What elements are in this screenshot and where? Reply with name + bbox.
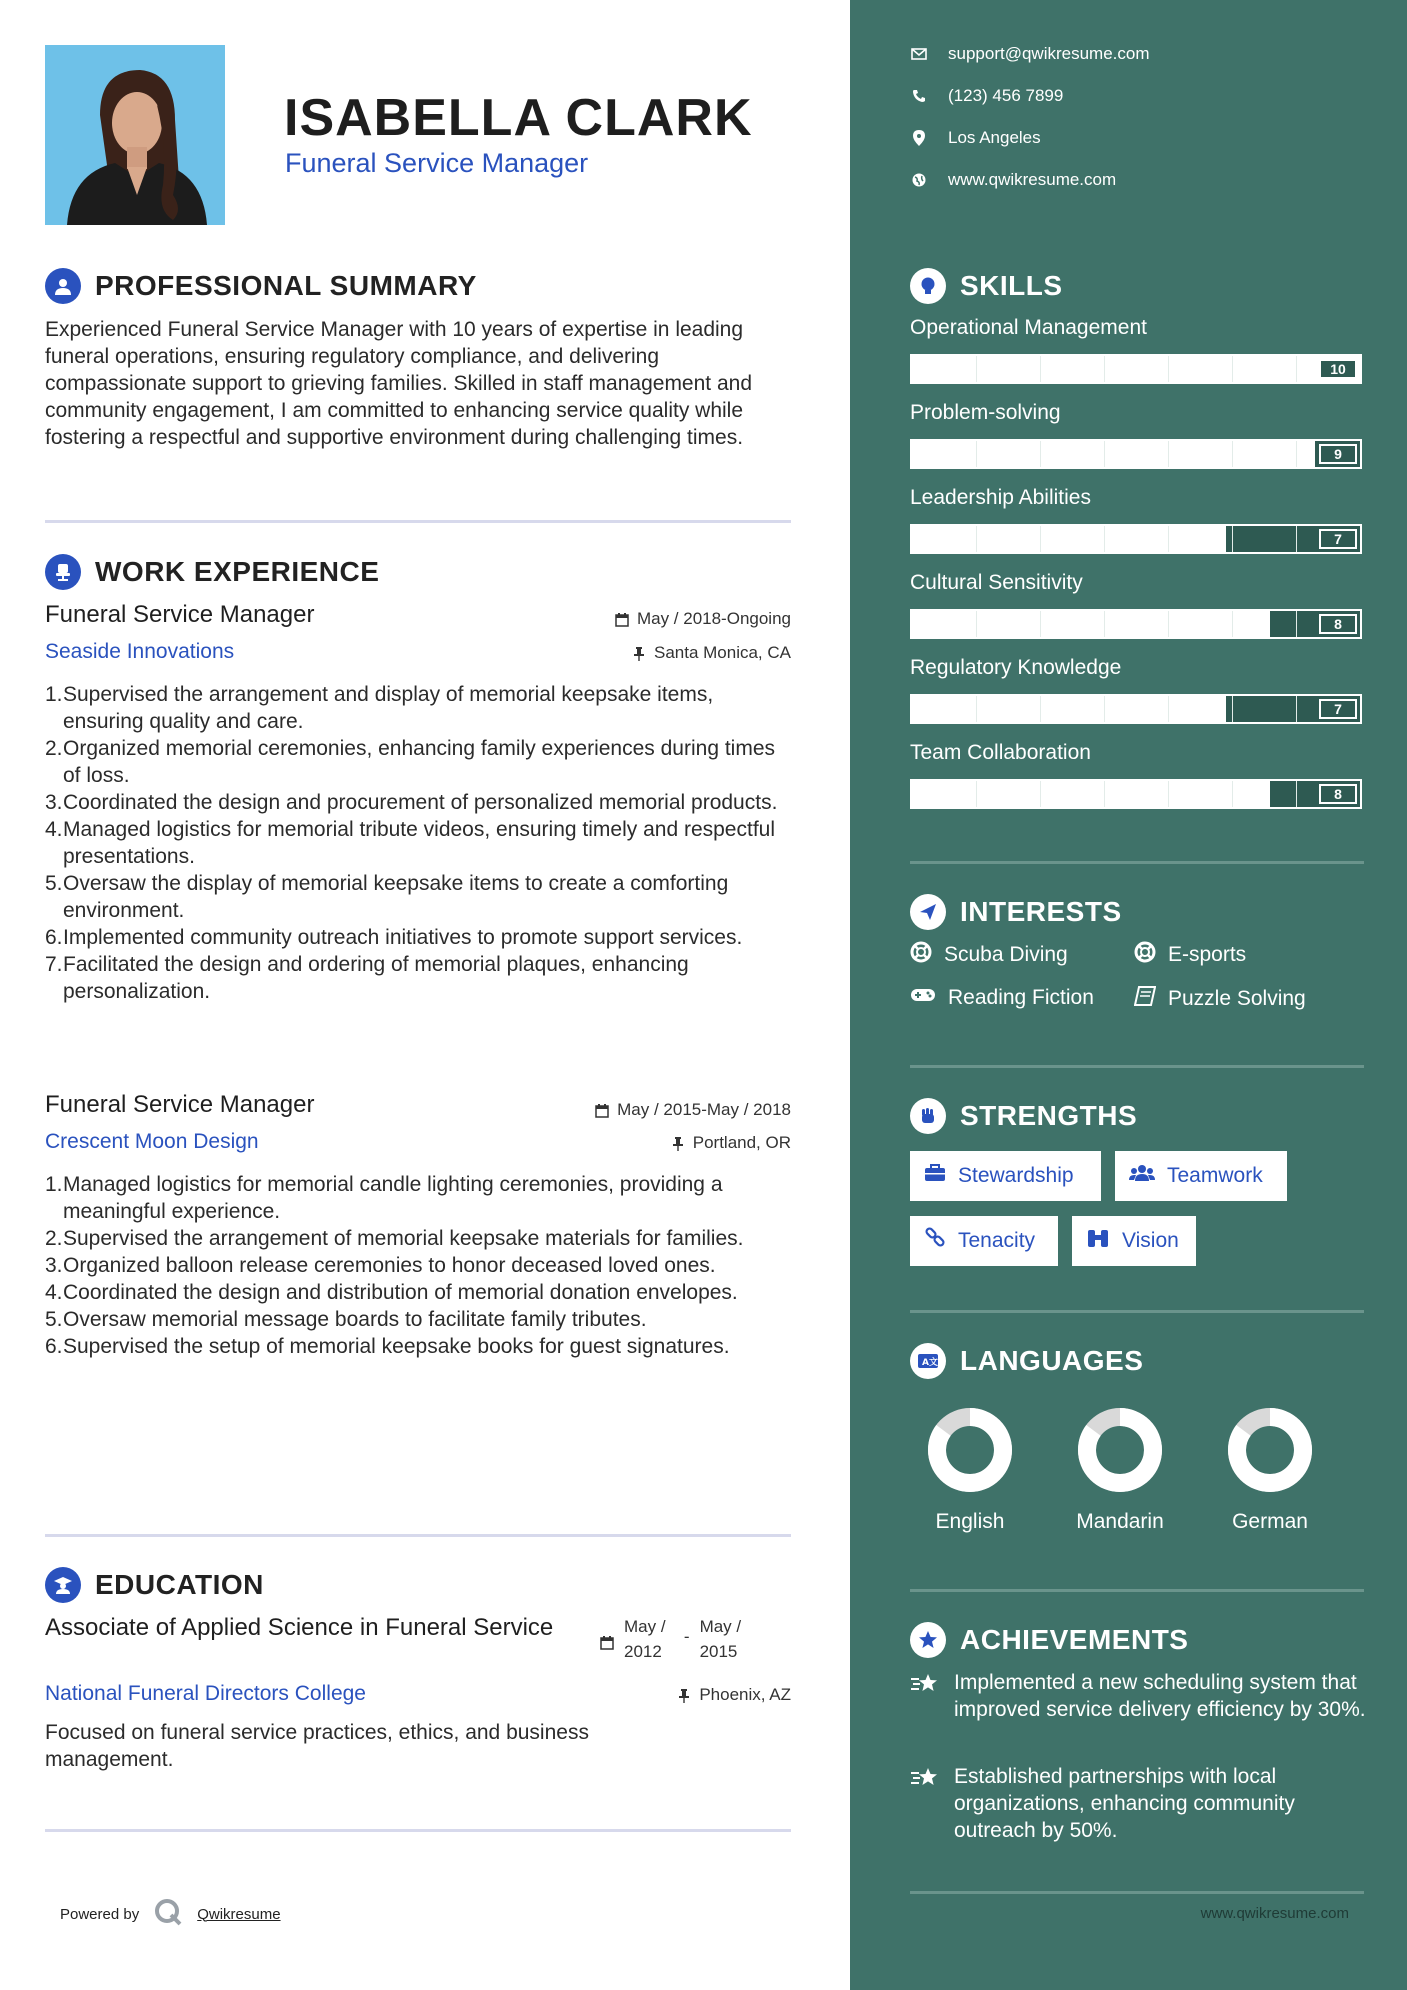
skill-bar-segment xyxy=(1040,611,1041,637)
education-description: Focused on funeral service practices, ethics, and business management. xyxy=(45,1721,589,1771)
list-item: 7. Facilitated the design and ordering of memorial plaques, enhancing personalization. xyxy=(45,953,689,1003)
job-location xyxy=(632,643,791,663)
interest-item: Scuba Diving xyxy=(910,941,1068,969)
work-header xyxy=(45,554,379,590)
contact-email[interactable] xyxy=(910,44,1150,64)
language-level-ring xyxy=(1225,1405,1315,1495)
globe-icon xyxy=(910,171,928,189)
map-marker-icon xyxy=(910,129,928,147)
skill-level-badge: 10 xyxy=(1319,359,1357,379)
skill-level-badge: 8 xyxy=(1319,614,1357,634)
book-icon xyxy=(1134,986,1156,1012)
skill-bar-segment xyxy=(1168,696,1169,722)
job-location-text: Portland, OR xyxy=(692,1133,791,1152)
skill-bar xyxy=(910,439,1362,469)
languages-header xyxy=(910,1343,1143,1379)
profile-photo xyxy=(45,45,225,225)
gamepad-icon xyxy=(910,986,936,1010)
contact-website[interactable] xyxy=(910,170,1116,190)
skill-bar-segment xyxy=(1040,526,1041,552)
skill-bar-segment xyxy=(1232,441,1233,467)
skill-level-badge: 7 xyxy=(1319,529,1357,549)
fist-icon xyxy=(910,1098,946,1134)
skill-label: Problem-solving xyxy=(910,401,1061,424)
list-item: 2. Supervised the arrangement of memorial keepsake materials for families. xyxy=(45,1227,744,1250)
section-divider xyxy=(45,1534,791,1537)
language-label: Mandarin xyxy=(1076,1510,1164,1533)
list-item: 1. Managed logistics for memorial candle lighting ceremonies, providing a meaningful experience. xyxy=(45,1173,723,1223)
pin-icon xyxy=(671,1136,685,1150)
user-icon xyxy=(45,268,81,304)
translate-icon xyxy=(910,1343,946,1379)
summary-header xyxy=(45,268,477,304)
language-item xyxy=(1045,1405,1195,1534)
footer-powered xyxy=(60,1897,281,1931)
education-dates xyxy=(600,1614,741,1664)
achievement-item: Implemented a new scheduling system that improved service delivery efficiency by 30%. xyxy=(910,1669,1370,1723)
star-burst-icon xyxy=(910,1763,940,1844)
skill-bar-segment xyxy=(1104,356,1105,382)
strengths-header xyxy=(910,1098,1137,1134)
skill-bar-segment xyxy=(1104,611,1105,637)
interests-header xyxy=(910,894,1122,930)
pin-icon xyxy=(632,646,646,660)
skill-bar-segment xyxy=(1296,526,1297,552)
skill-bar-fill xyxy=(912,696,1226,722)
star-burst-icon xyxy=(910,1669,940,1723)
calendar-icon xyxy=(595,1103,609,1117)
education-header xyxy=(45,1567,264,1603)
achievements-title: ACHIEVEMENTS xyxy=(960,1624,1189,1655)
section-divider xyxy=(910,1589,1364,1592)
lifebuoy-icon xyxy=(910,941,932,969)
list-item: 5. Oversaw the display of memorial keepsake items to create a comforting environment. xyxy=(45,872,729,922)
skill-bar-segment xyxy=(976,781,977,807)
strength-chip: Tenacity xyxy=(910,1216,1058,1266)
skill-bar-segment xyxy=(1232,526,1233,552)
language-label: English xyxy=(935,1510,1005,1533)
list-item: 2. Organized memorial ceremonies, enhancing family experiences during times of loss. xyxy=(45,737,776,787)
skill-bar-segment xyxy=(1232,781,1233,807)
users-icon xyxy=(1129,1164,1155,1188)
skill-bar xyxy=(910,524,1362,554)
education-location xyxy=(677,1685,791,1705)
candidate-role: Funeral Service Manager xyxy=(285,148,589,178)
skill-bar-segment xyxy=(1232,356,1233,382)
contact-location xyxy=(910,128,1041,148)
skill-bar-segment xyxy=(1296,696,1297,722)
svg-text:文: 文 xyxy=(929,1358,939,1368)
skill-bar xyxy=(910,779,1362,809)
qwikresume-logo-icon xyxy=(153,1897,183,1931)
list-item: 6. Supervised the setup of memorial keepsake books for guest signatures. xyxy=(45,1335,730,1358)
skill-bar-segment xyxy=(1040,781,1041,807)
job-bullets xyxy=(45,681,785,1005)
skill-bar-segment xyxy=(1296,611,1297,637)
skill-bar-fill xyxy=(912,441,1315,467)
skill-bar xyxy=(910,354,1362,384)
education-end: May / 2015 xyxy=(699,1617,742,1661)
footer-website[interactable]: www.qwikresume.com xyxy=(1200,1905,1349,1922)
school-name: National Funeral Directors College xyxy=(45,1682,366,1705)
skill-bar-segment xyxy=(1104,781,1105,807)
language-item xyxy=(1195,1405,1345,1534)
list-item: 5. Oversaw memorial message boards to facilitate family tributes. xyxy=(45,1308,647,1331)
skill-bar-segment xyxy=(976,441,977,467)
candidate-name: ISABELLA CLARK xyxy=(284,89,753,147)
job-company: Crescent Moon Design xyxy=(45,1130,259,1153)
education-date-separator: - xyxy=(683,1627,690,1646)
job-location-text: Santa Monica, CA xyxy=(653,643,791,662)
qwikresume-link[interactable]: Qwikresume xyxy=(197,1905,281,1923)
envelope-icon xyxy=(910,45,928,63)
skill-bar-segment xyxy=(1296,441,1297,467)
skill-bar-fill xyxy=(912,611,1270,637)
skill-bar-segment xyxy=(976,356,977,382)
education-title: EDUCATION xyxy=(95,1569,264,1600)
skill-level-badge: 9 xyxy=(1319,444,1357,464)
job-dates xyxy=(595,1100,791,1120)
contact-website-text: www.qwikresume.com xyxy=(948,170,1117,189)
job-location xyxy=(671,1133,791,1153)
svg-text:A: A xyxy=(922,1358,929,1368)
strength-chip: Stewardship xyxy=(910,1151,1101,1201)
skill-bar-segment xyxy=(1040,356,1041,382)
languages-title: LANGUAGES xyxy=(960,1345,1144,1376)
education-start: May / 2012 xyxy=(624,1617,666,1661)
skill-bar-segment xyxy=(1168,356,1169,382)
job-company: Seaside Innovations xyxy=(45,640,235,663)
skill-label: Regulatory Knowledge xyxy=(910,656,1122,679)
skill-bar-segment xyxy=(976,696,977,722)
skill-bar-segment xyxy=(1232,696,1233,722)
skill-bar-segment xyxy=(1104,441,1105,467)
skill-label: Team Collaboration xyxy=(910,741,1091,764)
skill-bar-segment xyxy=(1296,356,1297,382)
job-dates xyxy=(615,609,791,629)
work-title: WORK EXPERIENCE xyxy=(95,556,380,587)
job-dates-text: May / 2018-Ongoing xyxy=(636,609,791,628)
section-divider xyxy=(910,1310,1364,1313)
skill-bar-segment xyxy=(1040,441,1041,467)
award-icon xyxy=(910,1622,946,1658)
contact-phone[interactable] xyxy=(910,86,1063,106)
skills-title: SKILLS xyxy=(960,270,1063,301)
skill-bar xyxy=(910,609,1362,639)
skill-bar-segment xyxy=(1296,781,1297,807)
skill-label: Leadership Abilities xyxy=(910,486,1091,509)
calendar-icon xyxy=(600,1632,614,1646)
job-bullets xyxy=(45,1171,785,1360)
skill-bar-segment xyxy=(1104,526,1105,552)
pin-icon xyxy=(677,1688,691,1702)
summary-title: PROFESSIONAL SUMMARY xyxy=(95,270,477,301)
section-divider xyxy=(910,1065,1364,1068)
job-title: Funeral Service Manager xyxy=(45,1091,315,1118)
interests-title: INTERESTS xyxy=(960,896,1122,927)
list-item: 4. Managed logistics for memorial tribute videos, ensuring timely and respectful presentations. xyxy=(45,818,776,868)
skill-bar-segment xyxy=(1232,611,1233,637)
language-item xyxy=(895,1405,1045,1534)
language-level-ring xyxy=(1075,1405,1165,1495)
skill-bar-segment xyxy=(976,611,977,637)
skill-bar-segment xyxy=(1104,696,1105,722)
contact-location-text: Los Angeles xyxy=(948,128,1041,147)
section-divider xyxy=(45,520,791,523)
lightbulb-icon xyxy=(910,268,946,304)
section-divider xyxy=(910,861,1364,864)
sidebar xyxy=(850,0,1407,1990)
job-title: Funeral Service Manager xyxy=(45,601,315,628)
list-item: 3. Coordinated the design and procurement of personalized memorial products. xyxy=(45,791,778,814)
list-item: 1. Supervised the arrangement and display of memorial keepsake items, ensuring quality and care. xyxy=(45,683,714,733)
interest-item: Reading Fiction xyxy=(910,986,1094,1010)
skill-bar xyxy=(910,694,1362,724)
list-item: 6. Implemented community outreach initiatives to promote support services. xyxy=(45,926,743,949)
achievement-item: Established partnerships with local organizations, enhancing community outreach by 50%. xyxy=(910,1763,1370,1844)
skill-bar-segment xyxy=(1168,781,1169,807)
skill-bar-segment xyxy=(1040,696,1041,722)
skills-header xyxy=(910,268,1063,304)
skill-bar-fill xyxy=(912,781,1270,807)
section-divider xyxy=(910,1891,1364,1894)
binoculars-icon xyxy=(1086,1228,1110,1254)
section-divider xyxy=(45,1829,791,1832)
strength-chip: Vision xyxy=(1072,1216,1196,1266)
briefcase-icon xyxy=(924,1164,946,1188)
graduate-icon xyxy=(45,1567,81,1603)
skill-label: Operational Management xyxy=(910,316,1147,339)
powered-by-label: Powered by xyxy=(60,1905,140,1923)
skill-bar-segment xyxy=(1168,611,1169,637)
link-icon xyxy=(924,1227,946,1255)
summary-text: Experienced Funeral Service Manager with 10 years of expertise in leading funeral operations, ensuring regulatory compliance, and delivering compassionate support to grieving families. Skilled in staff management and community engagement, I am committed to enhancing service quality while fostering a respectful and supportive environment during challenging times. xyxy=(45,318,752,449)
contact-phone-text: (123) 456 7899 xyxy=(948,86,1064,105)
office-chair-icon xyxy=(45,554,81,590)
interest-item: E-sports xyxy=(1134,941,1246,969)
strengths-title: STRENGTHS xyxy=(960,1100,1138,1131)
paper-plane-icon xyxy=(910,894,946,930)
education-location-text: Phoenix, AZ xyxy=(699,1685,791,1704)
calendar-icon xyxy=(615,612,629,626)
skill-bar-segment xyxy=(1168,526,1169,552)
list-item: 4. Coordinated the design and distribution of memorial donation envelopes. xyxy=(45,1281,738,1304)
skill-bar-fill xyxy=(912,356,1360,382)
skill-label: Cultural Sensitivity xyxy=(910,571,1083,594)
job-dates-text: May / 2015-May / 2018 xyxy=(617,1100,791,1119)
skill-level-badge: 7 xyxy=(1319,699,1357,719)
strength-chip: Teamwork xyxy=(1115,1151,1287,1201)
phone-icon xyxy=(910,87,928,105)
skill-bar-fill xyxy=(912,526,1226,552)
list-item: 3. Organized balloon release ceremonies to honor deceased loved ones. xyxy=(45,1254,716,1277)
skill-bar-segment xyxy=(976,526,977,552)
degree-title: Associate of Applied Science in Funeral Service xyxy=(45,1614,554,1641)
language-label: German xyxy=(1232,1510,1308,1533)
lifebuoy-icon xyxy=(1134,941,1156,969)
achievements-header xyxy=(910,1622,1188,1658)
interest-item: Puzzle Solving xyxy=(1134,986,1306,1012)
skill-bar-segment xyxy=(1168,441,1169,467)
language-level-ring xyxy=(925,1405,1015,1495)
contact-email-text: support@qwikresume.com xyxy=(948,44,1150,63)
skill-level-badge: 8 xyxy=(1319,784,1357,804)
